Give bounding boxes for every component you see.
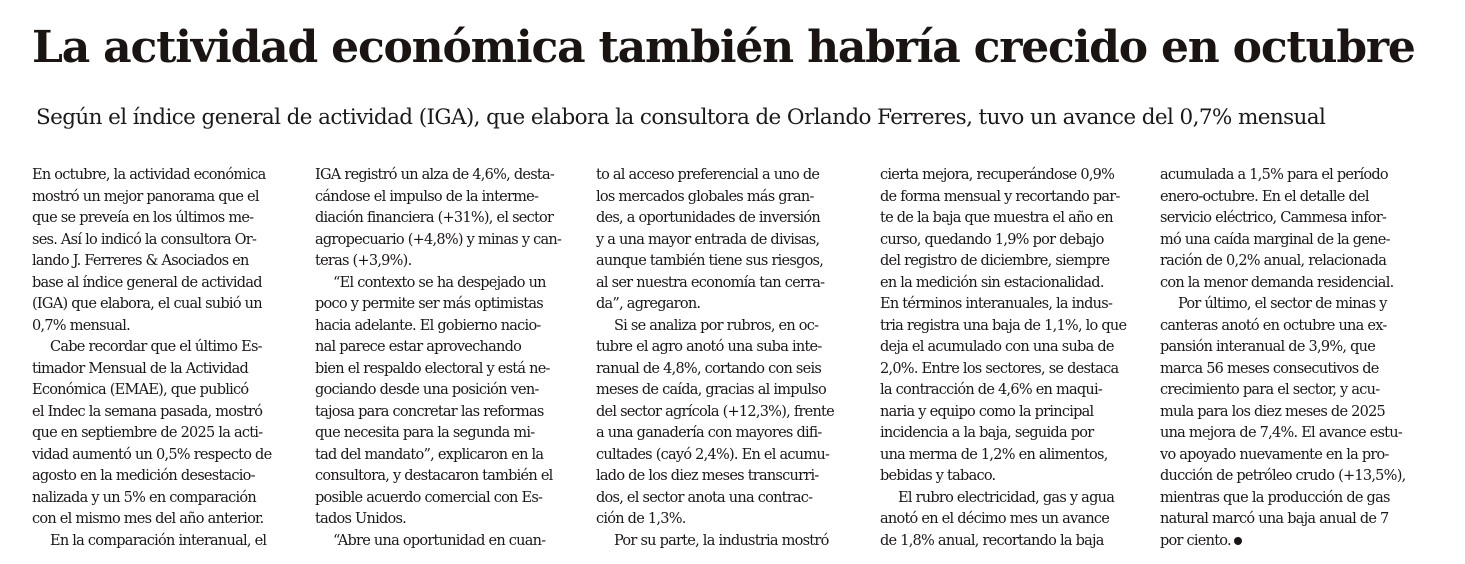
text-line: gociando desde una posición ven- (315, 382, 539, 398)
text-line: curso, quedando 1,9% por debajo (880, 231, 1104, 248)
text-line: mostró un mejor panorama que el (32, 188, 259, 205)
text-line: bebidas y tabaco. (880, 468, 996, 484)
text-line: ses. Así lo indicó la consultora Or- (32, 231, 257, 248)
text-line: posible acuerdo comercial con Es- (315, 489, 543, 506)
text-line: consultora, y destacaron también el (315, 468, 553, 484)
text-line: Por último, el sector de minas y (1178, 296, 1387, 312)
text-line: acumulada a 1,5% para el período (1160, 167, 1388, 183)
end-of-article-dot-icon (1234, 537, 1242, 545)
text-line: lando J. Ferreres & Asociados en (32, 253, 249, 269)
text-line: tubre el agro anotó una suba inte- (596, 339, 822, 355)
text-line: crecimiento para el sector, y acu- (1160, 382, 1380, 398)
text-line: ración de 0,2% anual, relacionada (1160, 253, 1387, 269)
text-line: en la medición sin estacionalidad. (880, 274, 1104, 291)
text-line: Cabe recordar que el último Es- (50, 339, 262, 355)
text-line: anotó en el décimo mes un avance (880, 511, 1110, 527)
text-line: tria registra una baja de 1,1%, lo que (880, 317, 1127, 334)
text-line: En la comparación interanual, el (50, 532, 267, 549)
text-line: ducción de petróleo crudo (+13,5%), (1160, 468, 1406, 484)
text-line: al ser nuestra economía tan cerra- (596, 274, 825, 291)
text-line: “El contexto se ha despejado un (333, 274, 546, 291)
text-line: a una ganadería con mayores difi- (596, 425, 822, 441)
article-column-4 (880, 165, 1150, 552)
text-line: el Indec la semana pasada, mostró (32, 403, 263, 420)
text-line: natural marcó una baja anual de 7 (1160, 511, 1389, 527)
text-line: los mercados globales más gran- (596, 188, 814, 205)
text-line: de forma mensual y recortando par- (880, 188, 1120, 205)
text-line: del sector agrícola (+12,3%), frente (596, 403, 834, 420)
text-line: marca 56 meses consecutivos de (1160, 360, 1379, 377)
text-line: IGA registró un alza de 4,6%, desta- (315, 167, 555, 183)
text-line: naria y equipo como la principal (880, 403, 1094, 420)
text-line: incidencia a la baja, seguida por (880, 425, 1094, 441)
text-line: diación financiera (+31%), el sector (315, 210, 554, 226)
text-line: la contracción de 4,6% en maqui- (880, 382, 1103, 398)
article-column-5 (1160, 165, 1430, 552)
text-line: agosto en la medición desestacio- (32, 468, 255, 484)
text-line: que se preveía en los últimos me- (32, 210, 254, 226)
text-line: tajosa para concretar las reformas (315, 403, 544, 420)
article-column-3 (596, 165, 866, 552)
text-line: hacia adelante. El gobierno nacio- (315, 317, 541, 334)
text-line: da”, agregaron. (596, 296, 701, 312)
text-line: cultades (cayó 2,4%). En el acumu- (596, 446, 830, 463)
text-line: vidad aumentó un 0,5% respecto de (32, 446, 272, 463)
text-line: vo apoyado nuevamente en la pro- (1160, 446, 1389, 463)
text-line: Si se analiza por rubros, en oc- (614, 317, 819, 334)
article-column-1 (32, 165, 302, 552)
text-line: mó una caída marginal de la gene- (1160, 231, 1390, 248)
text-line: nalizada y un 5% en comparación (32, 489, 256, 506)
text-line: Por su parte, la industria mostró (614, 532, 829, 549)
text-line: tados Unidos. (315, 511, 407, 527)
text-line-last (1160, 531, 1430, 553)
text-line: timador Mensual de la Actividad (32, 360, 249, 377)
text-line: y a una mayor entrada de divisas, (596, 231, 820, 248)
text-line: que en septiembre de 2025 la acti- (32, 425, 263, 441)
text-line: canteras anotó en octubre una ex- (1160, 317, 1387, 334)
text-line: mula para los diez meses de 2025 (1160, 403, 1386, 420)
text-line: de 1,8% anual, recortando la baja (880, 532, 1104, 549)
text-line: (IGA) que elabora, el cual subió un (32, 296, 262, 312)
text-line: tad del mandato”, explicaron en la (315, 446, 544, 463)
article-column-2 (315, 165, 585, 552)
text-line: Económica (EMAE), que publicó (32, 382, 249, 398)
text-line: En octubre, la actividad económica (32, 167, 266, 183)
text-line: una mejora de 7,4%. El avance estu- (1160, 425, 1402, 441)
text-line: poco y permite ser más optimistas (315, 296, 543, 312)
text-line: que necesita para la segunda mi- (315, 425, 535, 441)
headline: La actividad económica también habría crecido en octubre (32, 22, 1415, 73)
text-line: 0,7% mensual. (32, 317, 131, 334)
text-line: nal parece estar aprovechando (315, 339, 522, 355)
text-line: agropecuario (+4,8%) y minas y can- (315, 231, 562, 248)
text-line: “Abre una oportunidad en cuan- (333, 532, 546, 549)
text-line: dos, el sector anota una contrac- (596, 489, 813, 506)
text-line: aunque también tiene sus riesgos, (596, 253, 824, 269)
text-line: con el mismo mes del año anterior. (32, 511, 264, 527)
text-line: base al índice general de actividad (32, 274, 262, 291)
text-line: deja el acumulado con una suba de (880, 339, 1114, 355)
text-line-end: por ciento. (1160, 532, 1231, 549)
text-line: des, a oportunidades de inversión (596, 210, 820, 226)
text-line: con la menor demanda residencial. (1160, 274, 1394, 291)
text-line: meses de caída, gracias al impulso (596, 382, 826, 398)
text-line: cándose el impulso de la interme- (315, 188, 539, 205)
text-line: teras (+3,9%). (315, 253, 412, 269)
text-line: ranual de 4,8%, cortando con seis (596, 360, 822, 377)
text-line: del registro de diciembre, siempre (880, 253, 1110, 269)
text-line: te de la baja que muestra el año en (880, 210, 1113, 226)
text-line: to al acceso preferencial a uno de (596, 167, 820, 183)
text-line: una merma de 1,2% en alimentos, (880, 446, 1108, 463)
text-line: 2,0%. Entre los sectores, se destaca (880, 360, 1119, 377)
text-line: El rubro electricidad, gas y agua (898, 489, 1115, 506)
text-line: mientras que la producción de gas (1160, 489, 1390, 506)
text-line: cierta mejora, recuperándose 0,9% (880, 167, 1115, 183)
subheadline: Según el índice general de actividad (IGA), que elabora la consultora de Orlando Ferreres, tuvo un avance del 0,7% mensual (36, 105, 1326, 130)
text-line: ción de 1,3%. (596, 511, 686, 527)
text-line: servicio eléctrico, Cammesa infor- (1160, 210, 1387, 226)
text-line: lado de los diez meses transcurri- (596, 468, 819, 484)
text-line: bien el respaldo electoral y está ne- (315, 360, 550, 377)
text-line: enero-octubre. En el detalle del (1160, 188, 1369, 205)
text-line: pansión interanual de 3,9%, que (1160, 339, 1376, 355)
text-line: En términos interanuales, la indus- (880, 296, 1113, 312)
